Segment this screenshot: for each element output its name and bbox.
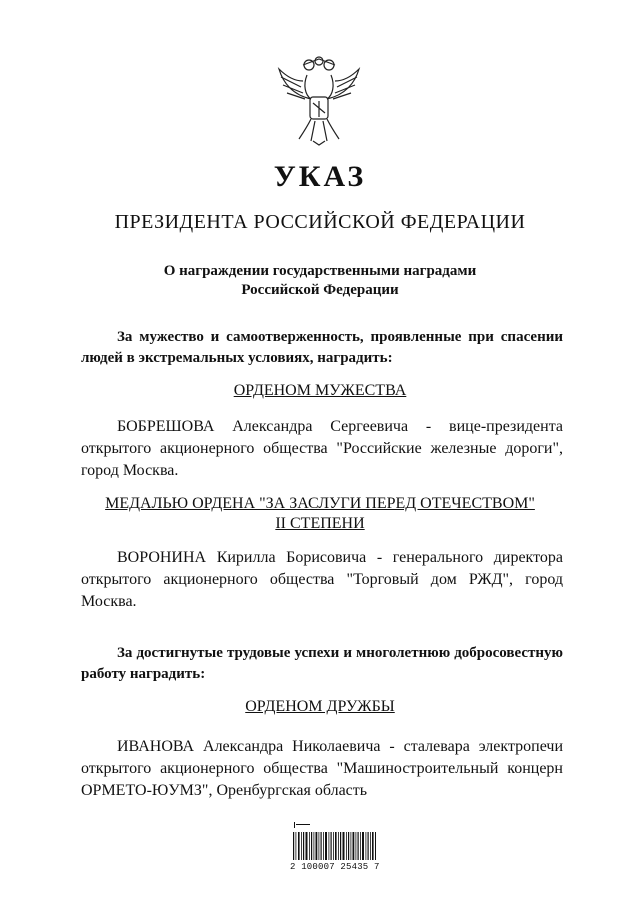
barcode-number: 2 100007 25435 7 [290,862,380,872]
recipient-2: ВОРОНИНА Кирилла Борисовича - генерального директора открытого акционерного общества "Торговый дом РЖД", город Москва. [81,549,563,610]
award-medal-line-2: II СТЕПЕНИ [275,515,365,532]
recipient-1: БОБРЕШОВА Александра Сергеевича - вице-президента открытого акционерного общества "Российские железные дороги", город Москва. [81,418,563,479]
award-medal-line-1: МЕДАЛЬЮ ОРДЕНА "ЗА ЗАСЛУГИ ПЕРЕД ОТЕЧЕСТВОМ" [105,495,535,512]
heading-line-2: Российской Федерации [241,282,399,298]
heading-line-1: О награждении государственными наградами [163,263,477,279]
section2-intro: За достигнутые трудовые успехи и многолетнюю добросовестную работу наградить: [81,645,563,682]
barcode [290,822,380,882]
award-medal-merit [0,494,640,534]
document-heading [0,262,640,300]
document-title: УКАЗ [273,160,367,193]
award-order-courage: ОРДЕНОМ МУЖЕСТВА [233,382,407,399]
barcode-icon [290,822,380,862]
award-order-friendship: ОРДЕНОМ ДРУЖБЫ [245,698,395,715]
section1-intro: За мужество и самоотверженность, проявленные при спасении людей в экстремальных условиях, наградить: [81,329,563,366]
recipient-3: ИВАНОВА Александра Николаевича - сталевара электропечи открытого акционерного общества "Машиностроительный концерн ОРМЕТО-ЮУМЗ", Оренбургская область [81,738,563,799]
coat-of-arms-icon [273,55,365,147]
document-subtitle: ПРЕЗИДЕНТА РОССИЙСКОЙ ФЕДЕРАЦИИ [114,211,526,233]
